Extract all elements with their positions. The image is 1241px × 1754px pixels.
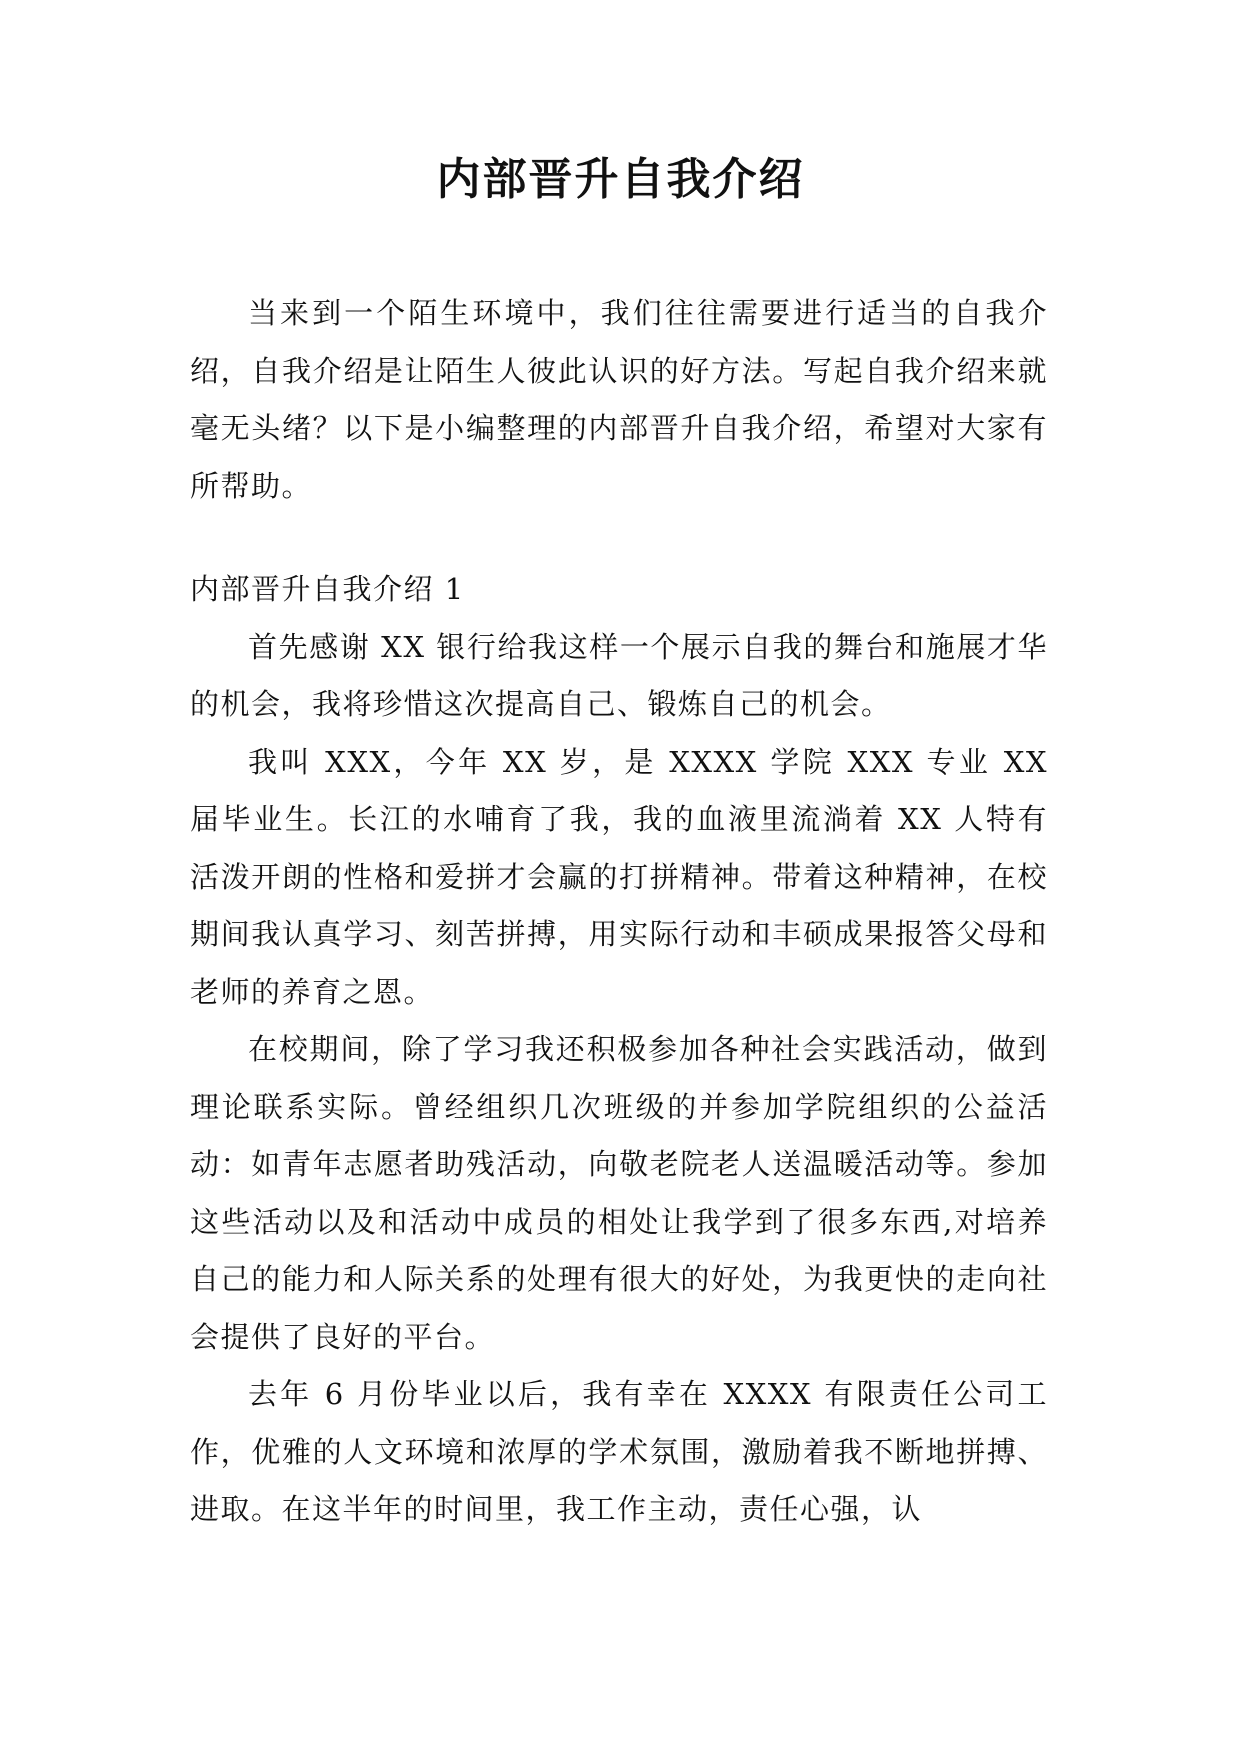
body-paragraph-2: 我叫 XXX，今年 XX 岁，是 XXXX 学院 XXX 专业 XX 届毕业生。长江的水哺育了我，我的血液里流淌着 XX 人特有活泼开朗的性格和爱拼才会赢的打拼精神。带着这种精神，在校期间我认真学习、刻苦拼搏，用实际行动和丰硕成果报答父母和老师的养育之恩。 — [190, 744, 1048, 1009]
intro-paragraph: 当来到一个陌生环境中，我们往往需要进行适当的自我介绍，自我介绍是让陌生人彼此认识的好方法。写起自我介绍来就毫无头绪？以下是小编整理的内部晋升自我介绍，希望对大家有所帮助。 — [190, 296, 1048, 503]
document-title: 内部晋升自我介绍 — [436, 154, 805, 205]
body-paragraph-3: 在校期间，除了学习我还积极参加各种社会实践活动，做到理论联系实际。曾经组织几次班级的并参加学院组织的公益活动：如青年志愿者助残活动，向敬老院老人送温暖活动等。参加这些活动以及和活动中成员的相处让我学到了很多东西,对培养自己的能力和人际关系的处理有很大的好处，为我更快的走向社会提供了良好的平台。 — [190, 1032, 1048, 1354]
body-paragraph-1: 首先感谢 XX 银行给我这样一个展示自我的舞台和施展才华的机会，我将珍惜这次提高自己、锻炼自己的机会。 — [190, 629, 1048, 721]
section-heading: 内部晋升自我介绍 1 — [190, 572, 465, 606]
body-paragraph-4: 去年 6 月份毕业以后，我有幸在 XXXX 有限责任公司工作，优雅的人文环境和浓厚的学术氛围，激励着我不断地拼搏、进取。在这半年的时间里，我工作主动，责任心强，认 — [190, 1377, 1048, 1526]
document-body — [190, 285, 1048, 1539]
